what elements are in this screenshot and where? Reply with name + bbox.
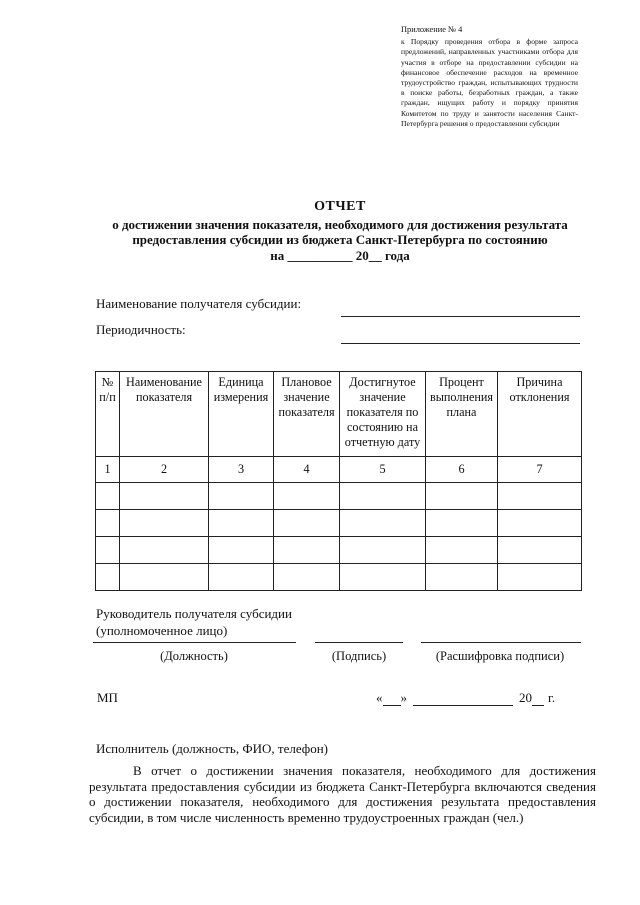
column-number: 3	[209, 457, 274, 483]
table-cell[interactable]	[209, 483, 274, 510]
table-number-row	[96, 457, 582, 483]
table-row	[96, 510, 582, 537]
periodicity-input-line[interactable]	[341, 343, 580, 344]
date-suffix: г.	[548, 690, 556, 705]
table-cell[interactable]	[274, 510, 340, 537]
date-quote-open: «	[376, 690, 383, 705]
date-year-line[interactable]	[532, 692, 544, 706]
report-table	[95, 371, 582, 591]
table-cell[interactable]	[96, 537, 120, 564]
date-year-prefix: 20	[519, 690, 532, 705]
table-cell[interactable]	[274, 564, 340, 591]
column-number: 1	[96, 457, 120, 483]
header-deviation-reason: Причина отклонения	[498, 372, 582, 457]
annex-text: к Порядку проведения отбора в форме запроса предложений, направленных участниками отбора для участия в отборе на предоставлении субсидии на финансовое обеспечение расходов на временное трудоустройство граждан, испытывающих трудности в поиске работы, безработных граждан, а также граждан, ищущих работу и порядку принятия Комитетом по труду и занятости населения Санкт-Петербурга решения о предоставлении субсидии	[401, 37, 578, 128]
table-header-row	[96, 372, 582, 457]
header-number: № п/п	[96, 372, 120, 457]
date-field	[376, 690, 555, 706]
report-title	[60, 199, 620, 263]
column-number: 5	[340, 457, 426, 483]
table-row	[96, 483, 582, 510]
decoding-caption: (Расшифровка подписи)	[435, 649, 565, 663]
column-number: 6	[426, 457, 498, 483]
table-row	[96, 537, 582, 564]
header-indicator-name: Наименование показателя	[120, 372, 209, 457]
table-cell[interactable]	[274, 537, 340, 564]
report-title-main: ОТЧЕТ	[314, 199, 366, 214]
column-number: 4	[274, 457, 340, 483]
table-cell[interactable]	[209, 564, 274, 591]
report-title-line-1: о достижении значения показателя, необходимого для достижения результата	[112, 216, 568, 232]
table-cell[interactable]	[498, 510, 582, 537]
position-line[interactable]	[93, 642, 296, 643]
table-cell[interactable]	[426, 537, 498, 564]
table-cell[interactable]	[209, 510, 274, 537]
table-cell[interactable]	[426, 510, 498, 537]
header-planned-value: Плановое значение показателя	[274, 372, 340, 457]
table-cell[interactable]	[340, 537, 426, 564]
column-number: 2	[120, 457, 209, 483]
table-cell[interactable]	[340, 483, 426, 510]
stamp-place: МП	[97, 690, 118, 705]
position-caption: (Должность)	[160, 649, 228, 663]
table-row	[96, 564, 582, 591]
table-cell[interactable]	[209, 537, 274, 564]
table-cell[interactable]	[426, 564, 498, 591]
table-cell[interactable]	[340, 564, 426, 591]
table-cell[interactable]	[96, 483, 120, 510]
recipient-input-line[interactable]	[341, 316, 580, 317]
report-title-line-2: предоставления субсидии из бюджета Санкт-Петербурга по состоянию	[132, 232, 548, 247]
header-unit: Единица измерения	[209, 372, 274, 457]
table-cell[interactable]	[120, 537, 209, 564]
table-cell[interactable]	[274, 483, 340, 510]
table-cell[interactable]	[498, 483, 582, 510]
recipient-label: Наименование получателя субсидии:	[96, 296, 302, 311]
signatory-line-1: Руководитель получателя субсидии	[96, 606, 292, 621]
annex-block	[401, 25, 578, 129]
periodicity-label: Периодичность:	[96, 322, 186, 337]
table-cell[interactable]	[120, 510, 209, 537]
table-cell[interactable]	[498, 564, 582, 591]
signature-decoding-line[interactable]	[421, 642, 581, 643]
report-title-line-3: на __________ 20__ года	[270, 247, 410, 263]
table-cell[interactable]	[96, 510, 120, 537]
column-number: 7	[498, 457, 582, 483]
signature-line[interactable]	[315, 642, 403, 643]
table-cell[interactable]	[426, 483, 498, 510]
date-month-line[interactable]	[413, 692, 513, 706]
annex-title: Приложение № 4	[401, 25, 463, 34]
date-day-line[interactable]	[383, 692, 401, 706]
table-cell[interactable]	[120, 483, 209, 510]
table-cell[interactable]	[340, 510, 426, 537]
table-cell[interactable]	[498, 537, 582, 564]
signatory-line-2: (уполномоченное лицо)	[96, 623, 228, 638]
date-quote-close: »	[400, 690, 407, 705]
header-plan-percent: Процент выполнения плана	[426, 372, 498, 457]
table-cell[interactable]	[120, 564, 209, 591]
note-paragraph: В отчет о достижении значения показателя, необходимого для достижения результата предоставления субсидии из бюджета Санкт-Петербурга включаются сведения о достижении показателя, необходимого для достижения результата предоставления субсидии, в том числе численность временно трудоустроенных граждан (чел.)	[89, 763, 596, 825]
header-achieved-value: Достигнутое значение показателя по состоянию на отчетную дату	[340, 372, 426, 457]
table-cell[interactable]	[96, 564, 120, 591]
executor-label: Исполнитель (должность, ФИО, телефон)	[96, 741, 328, 756]
signature-caption: (Подпись)	[331, 649, 387, 663]
signatory-title	[96, 605, 292, 639]
